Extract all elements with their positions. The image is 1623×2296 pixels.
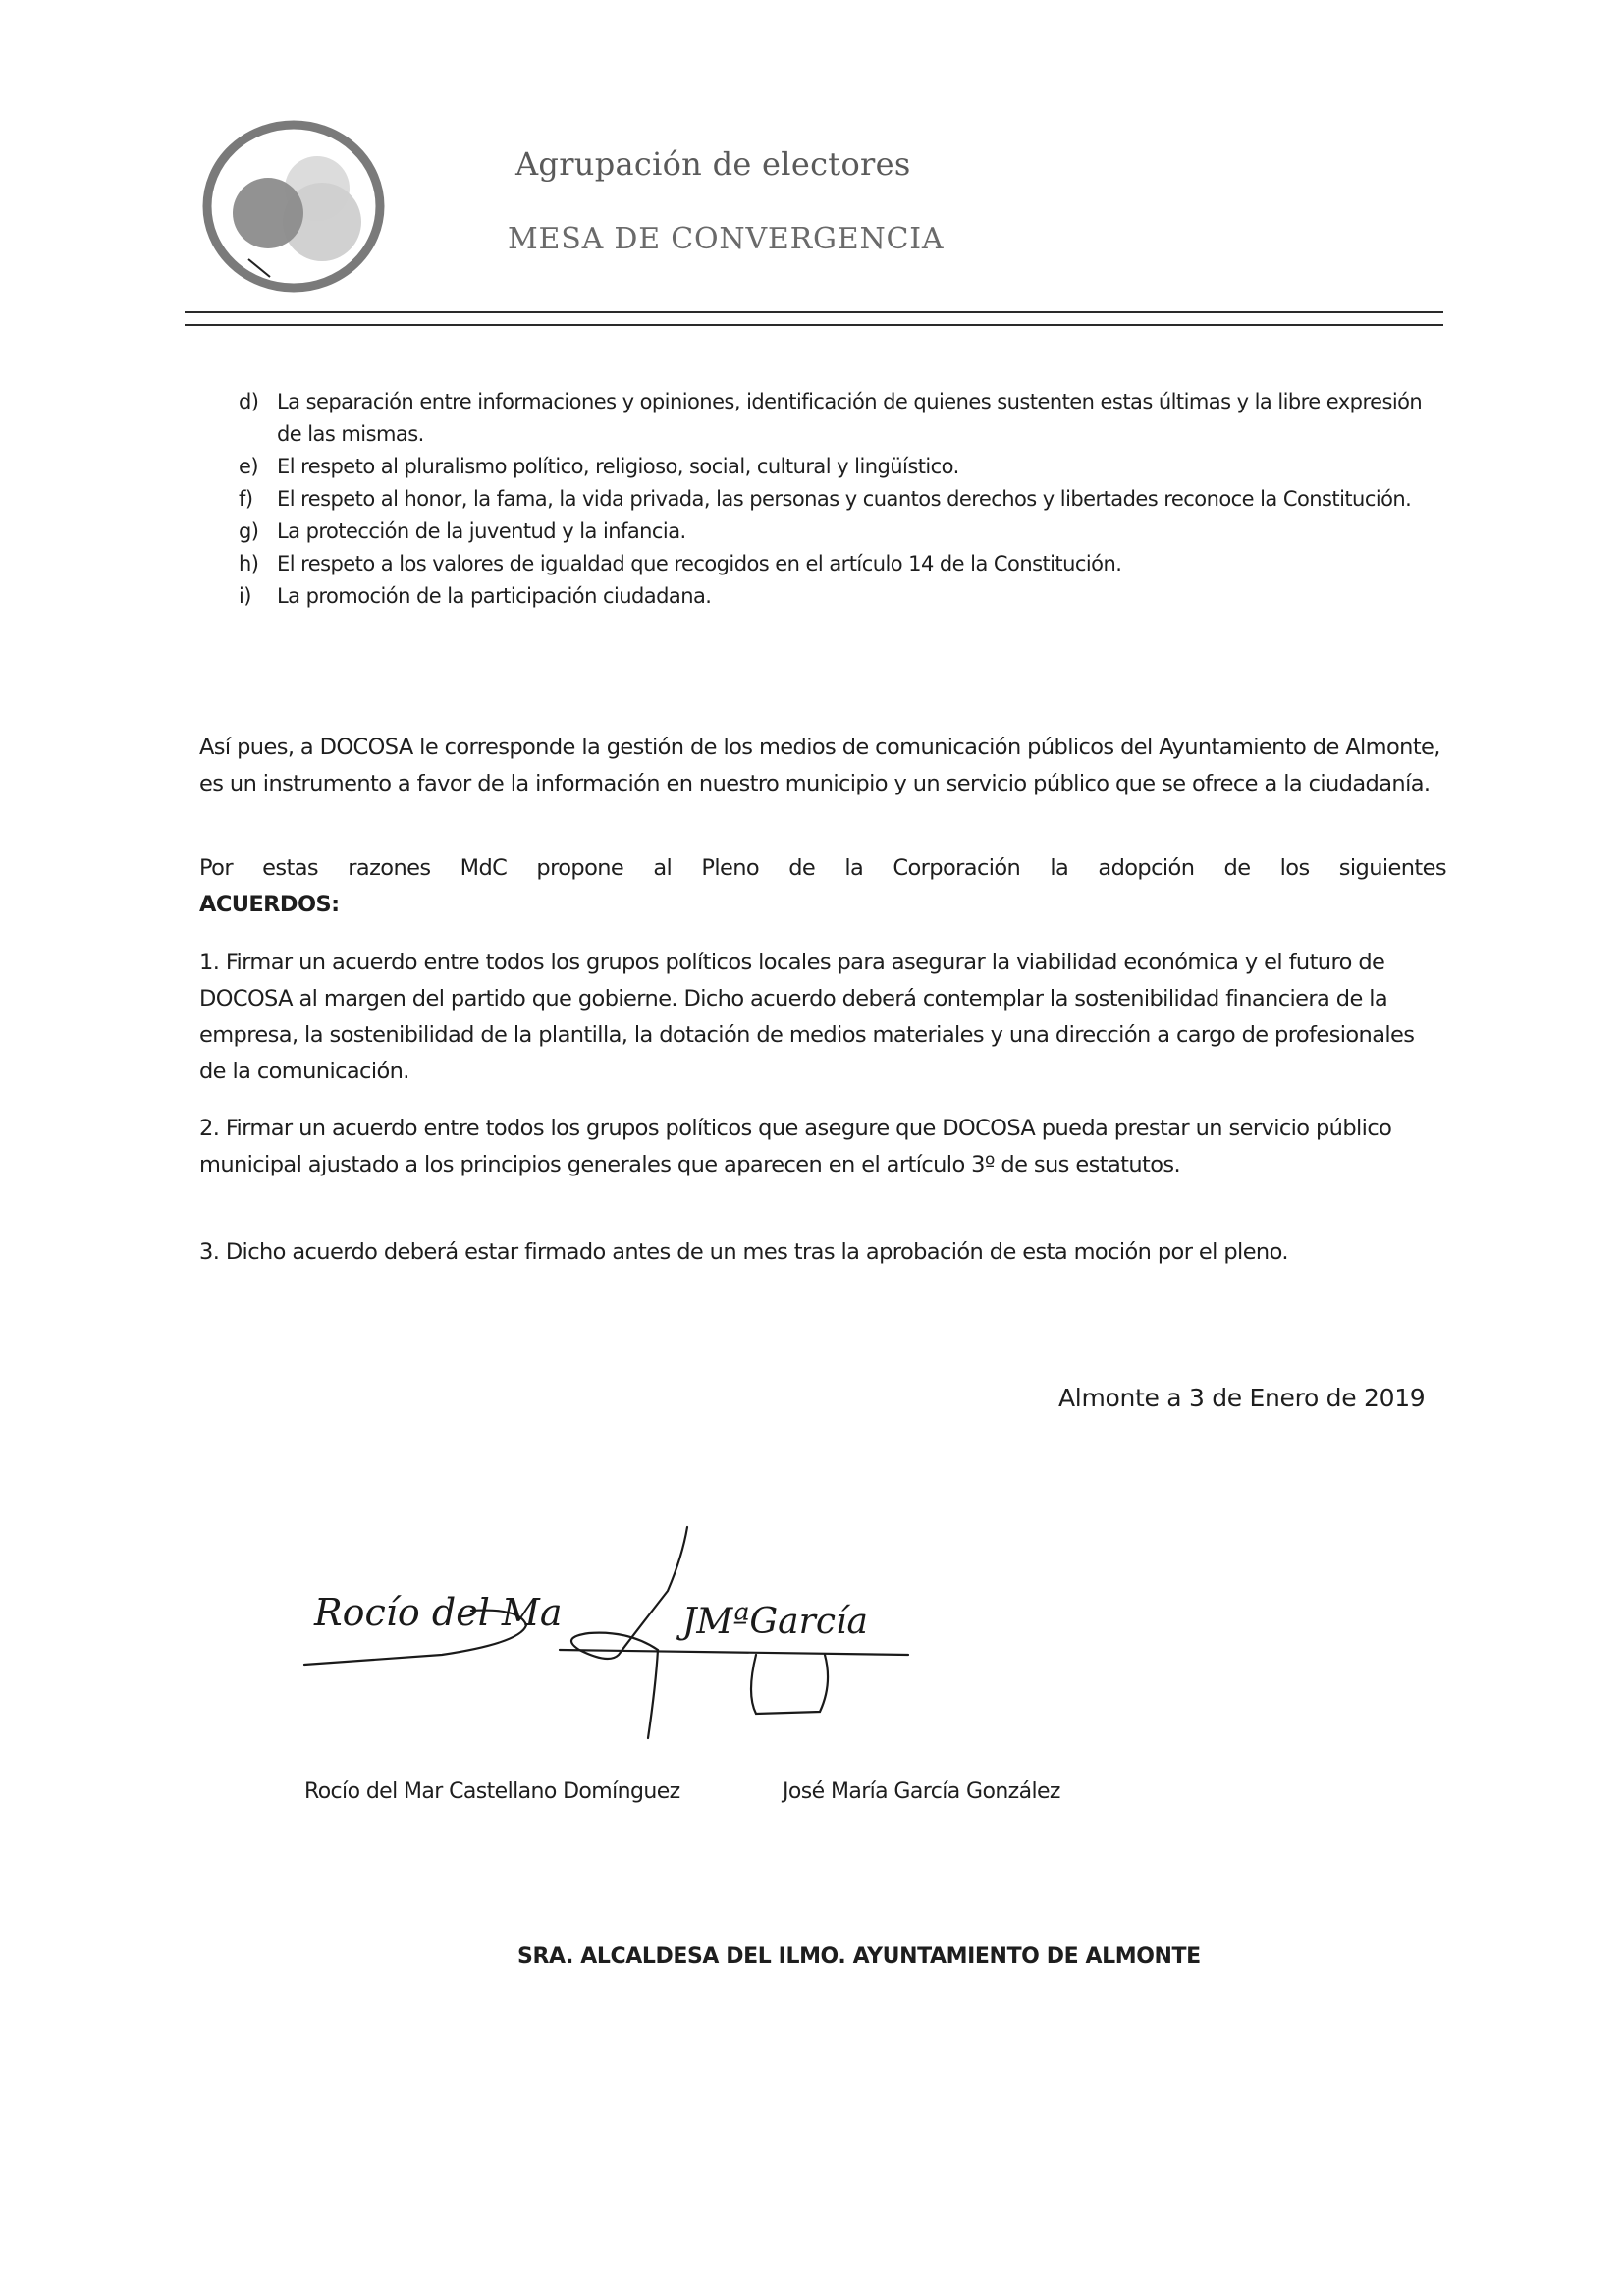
list-item-text: El respeto al honor, la fama, la vida privada, las personas y cuantos derechos y libertades reconoce la Constitución.	[277, 487, 1412, 511]
list-item-label: d)	[239, 390, 259, 413]
list-item	[239, 516, 1446, 548]
place-and-date: Almonte a 3 de Enero de 2019	[1058, 1384, 1426, 1412]
addressee: SRA. ALCALDESA DEL ILMO. AYUNTAMIENTO DE ALMONTE	[517, 1944, 1201, 1969]
signature-1	[304, 1591, 563, 1665]
list-item-text: La separación entre informaciones y opiniones, identificación de quienes sustenten estas últimas y la libre expresión de las mismas.	[277, 390, 1423, 446]
signatures-area	[295, 1517, 1041, 1758]
agreement-3: 3. Dicho acuerdo deberá estar firmado antes de un mes tras la aprobación de esta moción por el pleno.	[199, 1239, 1288, 1265]
signature-2	[560, 1527, 908, 1738]
list-item-label: g)	[239, 519, 259, 543]
proposal-text: Por estas razones MdC propone al Pleno de la Corporación la adopción de los siguientes	[199, 855, 1446, 881]
list-item	[239, 548, 1446, 580]
organization-name: Agrupación de electores	[515, 145, 911, 183]
list-item-label: e)	[239, 455, 259, 478]
principles-list	[239, 386, 1446, 613]
list-item-label: i)	[239, 584, 251, 608]
list-item-label: f)	[239, 487, 253, 511]
header-divider-top	[185, 311, 1443, 313]
agreement-2: 2. Firmar un acuerdo entre todos los grupos políticos que asegure que DOCOSA pueda prestar un servicio público municipal ajustado a los principios generales que aparecen en el artículo 3º de sus estatutos.	[199, 1116, 1392, 1177]
list-item-text: La promoción de la participación ciudadana.	[277, 584, 712, 608]
proposal-paragraph	[199, 850, 1446, 923]
agreements-heading: ACUERDOS:	[199, 892, 340, 917]
list-item-text: El respeto al pluralismo político, religioso, social, cultural y lingüístico.	[277, 455, 959, 478]
organization-subtitle: MESA DE CONVERGENCIA	[508, 222, 945, 256]
signatory-name-1: Rocío del Mar Castellano Domínguez	[304, 1779, 680, 1804]
organization-logo-icon	[191, 110, 393, 297]
list-item	[239, 483, 1446, 516]
list-item-text: El respeto a los valores de igualdad que recogidos en el artículo 14 de la Constitución.	[277, 552, 1122, 575]
signature-1-text: Rocío del Ma	[314, 1591, 563, 1634]
agreement-1: 1. Firmar un acuerdo entre todos los grupos políticos locales para asegurar la viabilidad económica y el futuro de DOCOSA al margen del partido que gobierne. Dicho acuerdo deberá contemplar la sostenibilidad financiera de la empresa, la sostenibilidad de la plantilla, la dotación de medios materiales y una dirección a cargo de profesionales de la comunicación.	[199, 950, 1415, 1084]
list-item-text: La protección de la juventud y la infancia.	[277, 519, 686, 543]
list-item	[239, 580, 1446, 613]
list-item	[239, 451, 1446, 483]
signature-2-text: JMªGarcía	[682, 1602, 868, 1642]
list-item-label: h)	[239, 552, 259, 575]
header-divider-bottom	[185, 324, 1443, 326]
intro-paragraph: Así pues, a DOCOSA le corresponde la gestión de los medios de comunicación públicos del Ayuntamiento de Almonte, es un instrumento a favor de la información en nuestro municipio y un servicio público que se ofrece a la ciudadanía.	[199, 735, 1440, 796]
list-item	[239, 386, 1446, 451]
signatory-name-2: José María García González	[783, 1779, 1060, 1804]
